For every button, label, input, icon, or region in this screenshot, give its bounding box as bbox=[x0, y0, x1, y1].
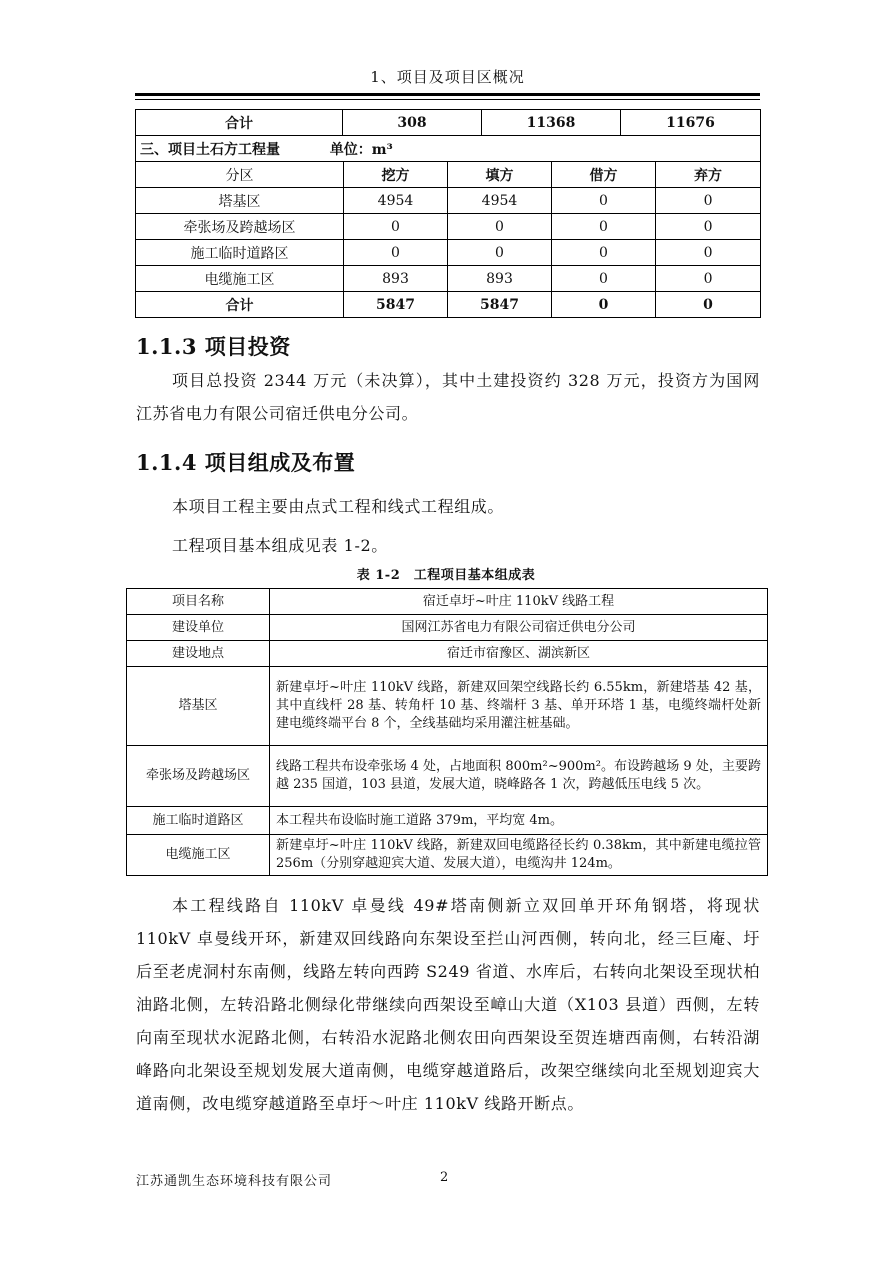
column-header: 弃方 bbox=[656, 162, 761, 188]
borrow-cell: 0 bbox=[552, 214, 656, 240]
table-row bbox=[127, 746, 768, 807]
table-row bbox=[136, 266, 761, 292]
column-header: 借方 bbox=[552, 162, 656, 188]
total-label: 合计 bbox=[136, 110, 343, 136]
total-value-3: 11676 bbox=[621, 110, 761, 136]
section-title-cell bbox=[136, 136, 761, 162]
fill-cell: 4954 bbox=[448, 188, 552, 214]
cut-cell: 4954 bbox=[344, 188, 448, 214]
table-row bbox=[127, 589, 768, 615]
cut-cell: 0 bbox=[344, 240, 448, 266]
fill-cell: 0 bbox=[448, 240, 552, 266]
zone-cell: 塔基区 bbox=[136, 188, 344, 214]
row-label: 建设单位 bbox=[127, 615, 270, 641]
composition-paragraph-2: 工程项目基本组成见表 1-2。 bbox=[172, 536, 388, 555]
cut-cell: 0 bbox=[344, 214, 448, 240]
table-sum-row bbox=[136, 292, 761, 318]
spoil-cell: 0 bbox=[656, 266, 761, 292]
spoil-cell: 0 bbox=[656, 214, 761, 240]
fill-cell: 893 bbox=[448, 266, 552, 292]
column-header: 填方 bbox=[448, 162, 552, 188]
sum-borrow: 0 bbox=[552, 292, 656, 318]
investment-paragraph: 项目总投资 2344 万元（未决算），其中土建投资约 328 万元，投资方为国网江苏省电力有限公司宿迁供电分公司。 bbox=[136, 371, 760, 423]
spoil-cell: 0 bbox=[656, 240, 761, 266]
table-row bbox=[127, 807, 768, 835]
table-row bbox=[127, 641, 768, 667]
total-value-2: 11368 bbox=[482, 110, 621, 136]
table-section-row bbox=[136, 136, 761, 162]
row-label: 塔基区 bbox=[127, 667, 270, 746]
borrow-cell: 0 bbox=[552, 188, 656, 214]
earthwork-volume-table bbox=[135, 135, 761, 318]
table-row bbox=[136, 188, 761, 214]
zone-cell: 牵张场及跨越场区 bbox=[136, 214, 344, 240]
table-row bbox=[136, 240, 761, 266]
route-paragraph: 本工程线路自 110kV 卓曼线 49#塔南侧新立双回单开环角钢塔，将现状 110kV 卓曼线开环，新建双回线路向东架设至拦山河西侧，转向北，经三巨庵、圩后至老虎洞村东南侧，线路左转向西跨 S249 省道、水库后，右转向北架设至现状柏油路北侧，左转沿路北侧绿化带继续向西架设至嶂山大道（X103 县道）西侧，左转向南至现状水泥路北侧，右转沿水泥路北侧农田向西架设至贺连塘西南侧，右转沿湖峰路向北架设至规划发展大道南侧，电缆穿越道路后，改架空继续向北至规划迎宾大道南侧，改电缆穿越道路至卓圩～叶庄 110kV 线路开断点。 bbox=[136, 896, 760, 1113]
row-label: 建设地点 bbox=[127, 641, 270, 667]
row-label: 牵张场及跨越场区 bbox=[127, 746, 270, 807]
section-heading-investment: 1.1.3 项目投资 bbox=[136, 334, 291, 359]
total-value-1: 308 bbox=[343, 110, 482, 136]
borrow-cell: 0 bbox=[552, 240, 656, 266]
sum-fill: 5847 bbox=[448, 292, 552, 318]
borrow-cell: 0 bbox=[552, 266, 656, 292]
row-value: 宿迁市宿豫区、湖滨新区 bbox=[270, 641, 768, 667]
table-caption: 表 1-2 工程项目基本组成表 bbox=[356, 568, 536, 583]
section-heading-composition: 1.1.4 项目组成及布置 bbox=[136, 450, 356, 475]
row-label: 施工临时道路区 bbox=[127, 807, 270, 835]
spoil-cell: 0 bbox=[656, 188, 761, 214]
sum-cut: 5847 bbox=[344, 292, 448, 318]
zone-cell: 电缆施工区 bbox=[136, 266, 344, 292]
section-title: 三、项目土石方工程量 bbox=[140, 141, 280, 158]
table-row bbox=[127, 615, 768, 641]
header-rule-thin bbox=[135, 99, 760, 100]
column-header: 挖方 bbox=[344, 162, 448, 188]
row-label: 项目名称 bbox=[127, 589, 270, 615]
cut-cell: 893 bbox=[344, 266, 448, 292]
column-header: 分区 bbox=[136, 162, 344, 188]
fill-cell: 0 bbox=[448, 214, 552, 240]
zone-cell: 施工临时道路区 bbox=[136, 240, 344, 266]
row-value: 本工程共布设临时施工道路 379m，平均宽 4m。 bbox=[270, 807, 768, 835]
row-value: 宿迁卓圩~叶庄 110kV 线路工程 bbox=[270, 589, 768, 615]
table-row bbox=[127, 835, 768, 876]
section-unit: 单位：m³ bbox=[329, 141, 393, 158]
table-row bbox=[136, 214, 761, 240]
composition-paragraph-1: 本项目工程主要由点式工程和线式工程组成。 bbox=[172, 497, 505, 516]
page-header-title: 1、项目及项目区概况 bbox=[370, 68, 525, 86]
footer-company: 江苏通凯生态环境科技有限公司 bbox=[136, 1174, 333, 1189]
earthwork-table bbox=[135, 109, 761, 136]
row-value: 新建卓圩~叶庄 110kV 线路，新建双回架空线路长约 6.55km，新建塔基 42 基，其中直线杆 28 基、转角杆 10 基、终端杆 3 基、单开环塔 1 基，电缆终端杆处新建电缆终端平台 8 个，全线基础均采用灌注桩基础。 bbox=[270, 667, 768, 746]
sum-label: 合计 bbox=[136, 292, 344, 318]
sum-spoil: 0 bbox=[656, 292, 761, 318]
row-value: 国网江苏省电力有限公司宿迁供电分公司 bbox=[270, 615, 768, 641]
table-row-total-area bbox=[136, 110, 761, 136]
footer-page-number: 2 bbox=[440, 1170, 449, 1185]
table-row bbox=[127, 667, 768, 746]
table-header-row bbox=[136, 162, 761, 188]
project-composition-table bbox=[126, 588, 768, 876]
row-value: 线路工程共布设牵张场 4 处，占地面积 800m²~900m²。布设跨越场 9 处，主要跨越 235 国道，103 县道，发展大道，晓峰路各 1 次，跨越低压电线 5 次。 bbox=[270, 746, 768, 807]
row-label: 电缆施工区 bbox=[127, 835, 270, 876]
header-rule-thick bbox=[135, 93, 760, 96]
row-value: 新建卓圩~叶庄 110kV 线路，新建双回电缆路径长约 0.38km，其中新建电缆拉管 256m（分别穿越迎宾大道、发展大道），电缆沟井 124m。 bbox=[270, 835, 768, 876]
